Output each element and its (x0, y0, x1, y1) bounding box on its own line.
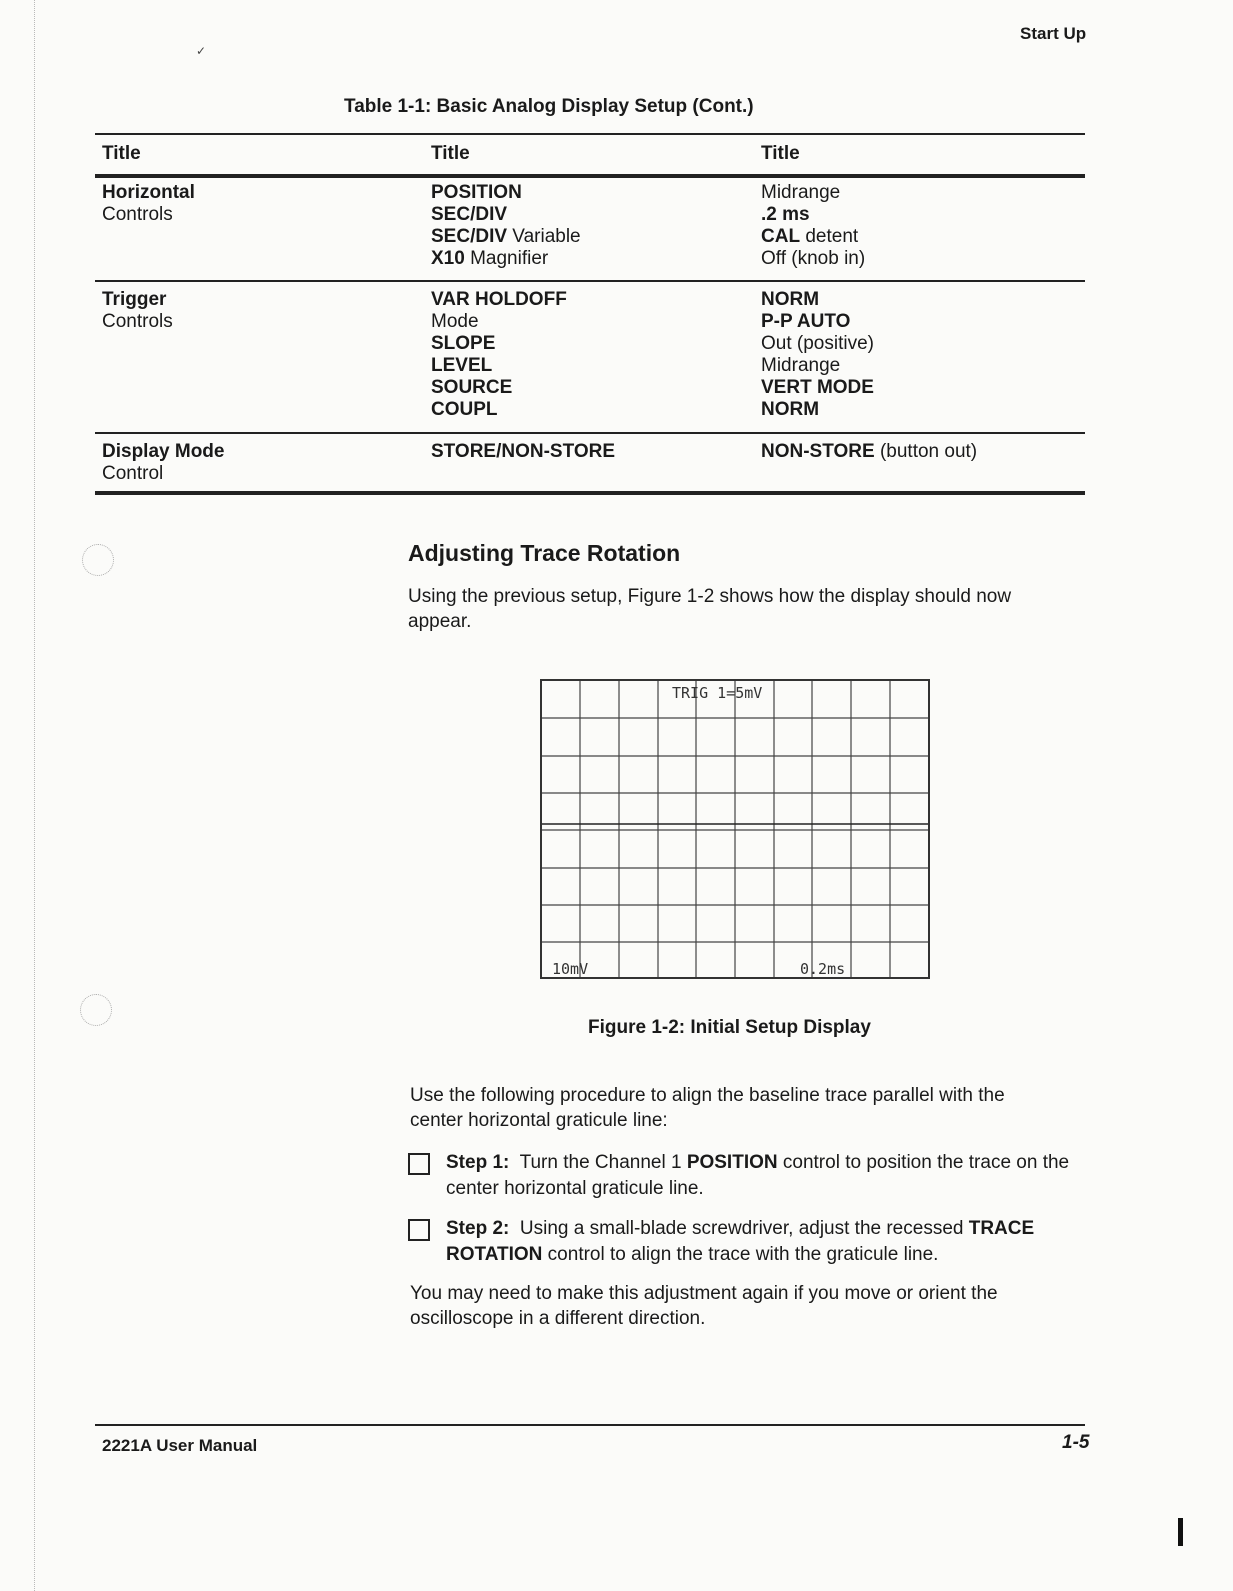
control-setting (761, 226, 858, 248)
control-setting (761, 377, 874, 399)
cell-text: Midrange (761, 355, 841, 376)
punch-hole-mark (80, 994, 112, 1026)
closing-paragraph: You may need to make this adjustment again if you move or orient the oscilloscope in a different direction. (410, 1283, 998, 1329)
page-number: 1-5 (1062, 1432, 1090, 1453)
step-text-part: control to align the trace with the graticule line. (542, 1244, 939, 1265)
column-header: Title (761, 143, 800, 164)
table-header-rule (95, 174, 1085, 178)
step-text-part: control to position the trace on the center horizontal graticule line. (446, 1152, 1070, 1199)
step-text-part: Using a small-blade screwdriver, adjust the recessed (519, 1218, 969, 1239)
table-bottom-rule (95, 491, 1085, 495)
cell-emphasis: VERT MODE (761, 377, 874, 398)
cell-emphasis: SOURCE (431, 377, 513, 398)
control-name (431, 311, 479, 333)
control-name (431, 333, 495, 355)
step-label: Step 2: (446, 1218, 510, 1239)
control-name (431, 226, 581, 248)
cell-emphasis: POSITION (431, 182, 522, 203)
step-checkbox[interactable] (408, 1219, 430, 1241)
cell-emphasis: COUPL (431, 399, 498, 420)
step-text (446, 1150, 1071, 1202)
cell-emphasis: SLOPE (431, 333, 496, 354)
control-setting (761, 355, 840, 377)
step-checkbox[interactable] (408, 1153, 430, 1175)
intro-paragraph: Using the previous setup, Figure 1-2 shows how the display should now appear. (408, 586, 1012, 632)
cell-text: Magnifier (464, 248, 549, 269)
cell-emphasis: SEC/DIV (431, 226, 508, 247)
control-name (431, 355, 492, 377)
footer-rule (95, 1424, 1085, 1426)
row-group-title: Trigger (102, 289, 167, 310)
step-emphasis: POSITION (686, 1152, 778, 1173)
step-text (446, 1216, 1071, 1268)
cell-emphasis: P-P AUTO (761, 311, 851, 332)
cell-text: (button out) (874, 441, 978, 462)
table-top-rule (95, 133, 1085, 135)
cell-text: Midrange (761, 182, 841, 203)
cell-emphasis: STORE/NON-STORE (431, 441, 616, 462)
cell-emphasis: X10 (431, 248, 465, 269)
sec-div-readout: 0.2ms (800, 960, 846, 978)
control-name (431, 377, 512, 399)
control-setting (761, 182, 840, 204)
cell-text: detent (800, 226, 859, 247)
volts-div-readout: 10mV (552, 960, 589, 978)
control-name (431, 289, 567, 311)
cell-emphasis: VAR HOLDOFF (431, 289, 567, 310)
cell-emphasis: LEVEL (431, 355, 493, 376)
figure-caption: Figure 1-2: Initial Setup Display (588, 1017, 871, 1038)
control-name (431, 399, 498, 421)
graticule (542, 681, 928, 977)
control-setting (761, 204, 810, 226)
step-emphasis: TRACE (968, 1218, 1035, 1239)
control-setting (761, 333, 874, 355)
cell-emphasis: SEC/DIV (431, 204, 508, 225)
oscilloscope-display (540, 679, 930, 979)
row-group-title: Horizontal (102, 182, 195, 203)
cell-text: Variable (507, 226, 581, 247)
control-name (431, 441, 615, 463)
row-group-subtitle: Control (102, 463, 164, 484)
row-group-title: Display Mode (102, 441, 225, 462)
cell-text: Mode (431, 311, 479, 332)
step-label: Step 1: (446, 1152, 510, 1173)
table-row-rule (95, 432, 1085, 434)
binding-edge (34, 0, 36, 1591)
table-row-rule (95, 280, 1085, 282)
control-name (431, 182, 522, 204)
cell-emphasis: .2 ms (761, 204, 810, 225)
step-text-part: Turn the Channel 1 (519, 1152, 687, 1173)
footer-manual-title: 2221A User Manual (102, 1436, 258, 1455)
table-caption: Table 1-1: Basic Analog Display Setup (Cont.) (344, 96, 754, 117)
punch-hole-mark (82, 544, 114, 576)
procedure-intro: Use the following procedure to align the baseline trace parallel with the center horizontal graticule line: (410, 1085, 1005, 1131)
trigger-readout: TRIG 1=5mV (672, 684, 763, 702)
cell-emphasis: NORM (761, 399, 820, 420)
control-name (431, 204, 507, 226)
control-setting (761, 289, 819, 311)
section-heading: Adjusting Trace Rotation (408, 540, 681, 566)
control-setting (761, 311, 850, 333)
cell-emphasis: NORM (761, 289, 820, 310)
control-setting (761, 248, 865, 270)
edge-mark (1178, 1518, 1183, 1546)
column-header: Title (102, 143, 141, 164)
cell-text: Out (positive) (761, 333, 874, 354)
cell-emphasis: CAL (761, 226, 801, 247)
cell-emphasis: NON-STORE (761, 441, 875, 462)
control-setting (761, 441, 977, 463)
control-setting (761, 399, 819, 421)
row-group-subtitle: Controls (102, 204, 173, 225)
step-emphasis: ROTATION (446, 1244, 543, 1265)
control-name (431, 248, 548, 270)
column-header: Title (431, 143, 470, 164)
row-group-subtitle: Controls (102, 311, 173, 332)
running-header: Start Up (1020, 24, 1087, 43)
cell-text: Off (knob in) (761, 248, 866, 269)
stray-ink-mark: ✓ (196, 44, 207, 58)
